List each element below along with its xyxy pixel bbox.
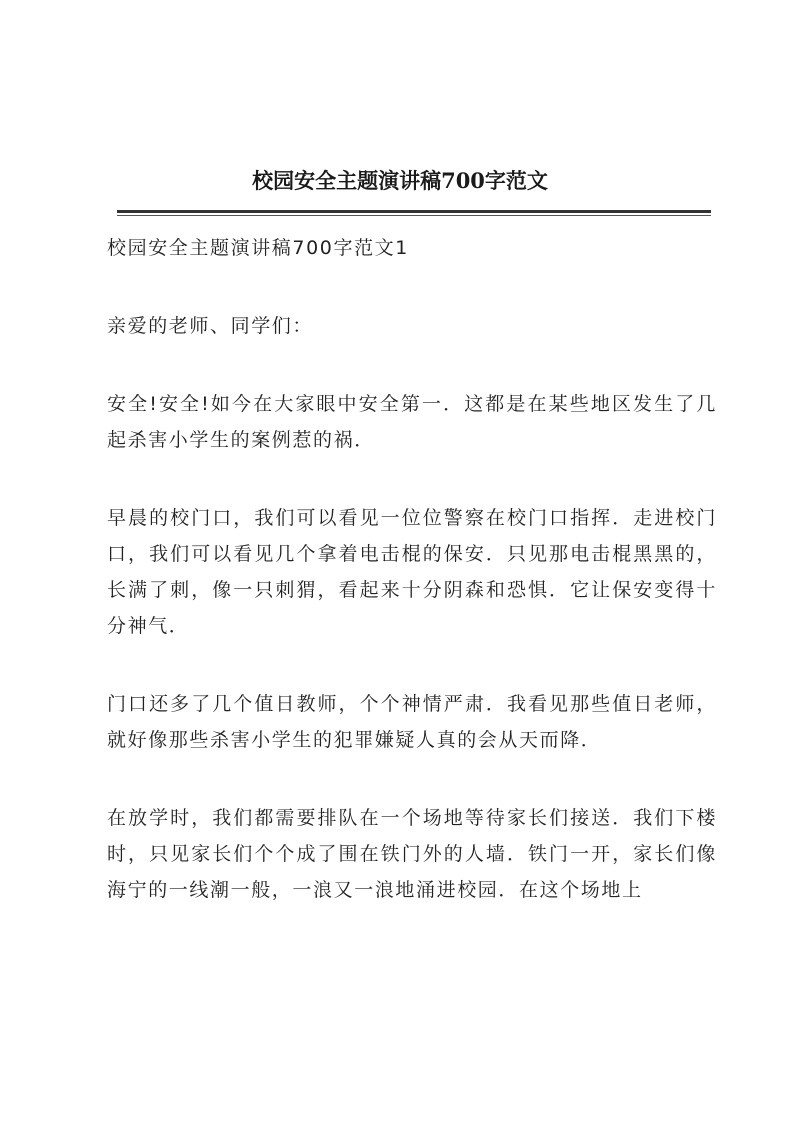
paragraph: 在放学时，我们都需要排队在一个场地等待家长们接送．我们下楼时，只见家长们个个成了围在铁门外的人墙．铁门一开，家长们像海宁的一线潮一般，一浪又一浪地涌进校园．在这个场地上 (107, 807, 717, 901)
paragraph: 安全!安全!如今在大家眼中安全第一．这都是在某些地区发生了几起杀害小学生的案例惹的祸． (107, 393, 717, 451)
title-divider-thick (117, 210, 711, 213)
salutation: 亲爱的老师、同学们： (107, 315, 314, 337)
title-divider-thin (117, 215, 711, 216)
paragraph: 早晨的校门口，我们可以看见一位位警察在校门口指挥．走进校门口，我们可以看见几个拿着电击棍的保安．只见那电击棍黑黑的，长满了刺，像一只刺猬，看起来十分阴森和恐惧．它让保安变得十分神气． (107, 507, 717, 637)
section-heading: 校园安全主题演讲稿700字范文1 (107, 237, 409, 259)
document-title: 校园安全主题演讲稿700字范文 (252, 168, 548, 193)
paragraph: 门口还多了几个值日教师，个个神情严肃．我看见那些值日老师，就好像那些杀害小学生的犯罪嫌疑人真的会从天而降． (107, 693, 717, 751)
document-body (107, 230, 717, 950)
